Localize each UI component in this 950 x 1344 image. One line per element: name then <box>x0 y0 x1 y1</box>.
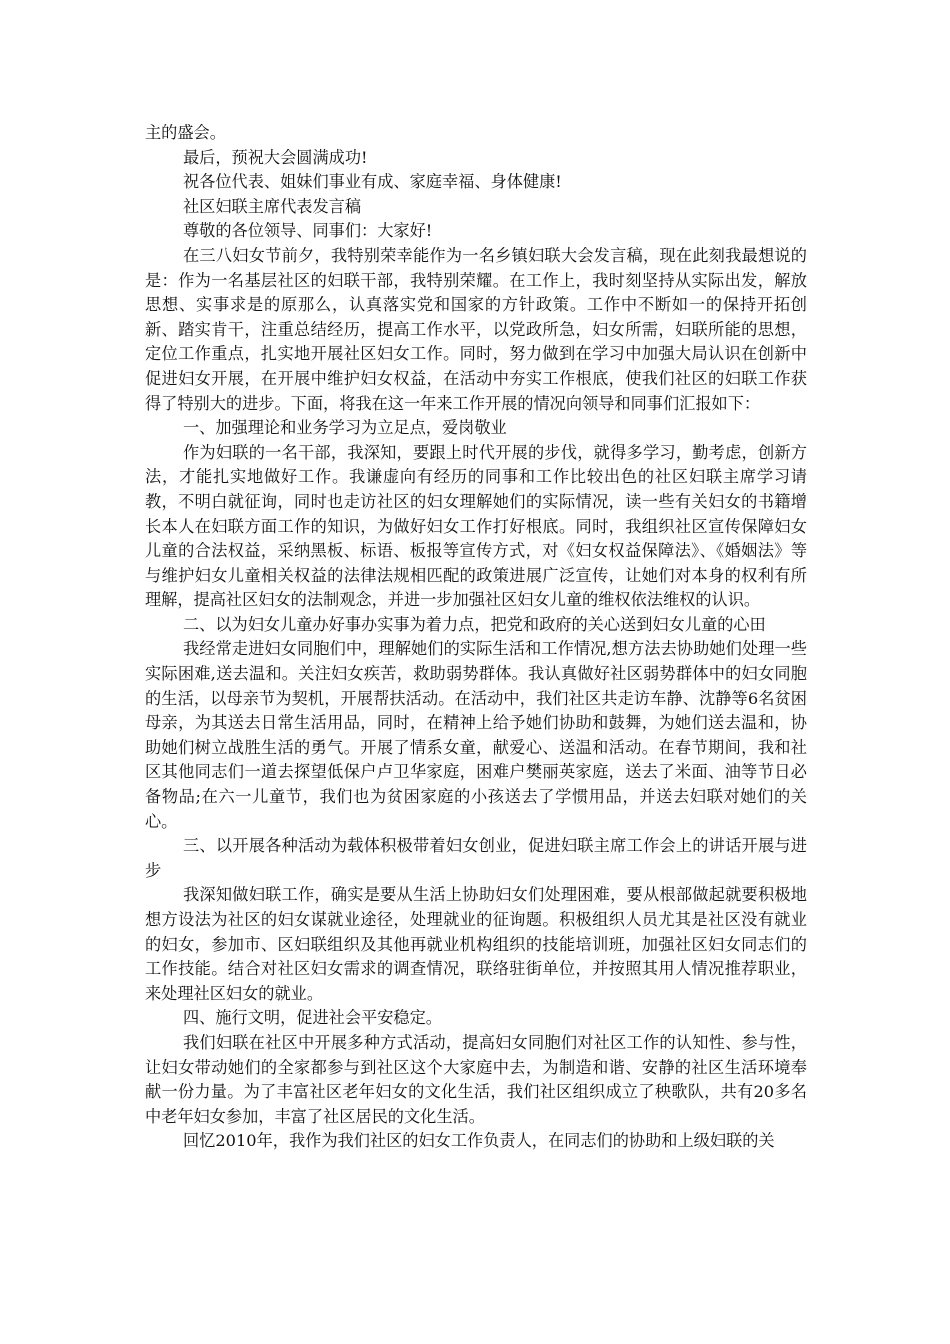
paragraph: 回忆2010年，我作为我们社区的妇女工作负责人，在同志们的协助和上级妇联的关 <box>183 1131 775 1151</box>
paragraph: 我深知做妇联工作，确实是要从生活上协助妇女们处理困难，要从根部做起就要积极地想方设法为社区的妇女谋就业途径，处理就业的征询题。积极组织人员尤其是社区没有就业的妇女，参加市、区妇联组织及其他再就业机构组织的技能培训班，加强社区妇女同志们的工作技能。结合对社区妇女需求的调查情况，联络驻街单位，并按照其用人情况推荐职业，来处理社区妇女的就业。 <box>145 885 807 1003</box>
section-heading: 四、施行文明，促进社会平安稳定。 <box>183 1008 442 1028</box>
section-heading: 一、加强理论和业务学习为立足点，爱岗敬业 <box>183 418 507 438</box>
paragraph: 祝各位代表、姐妹们事业有成、家庭幸福、身体健康! <box>183 172 562 192</box>
salutation: 尊敬的各位领导、同事们：大家好! <box>183 221 433 241</box>
section-heading: 三、以开展各种活动为载体积极带着妇女创业，促进妇联主席工作会上的讲话开展与进步 <box>145 836 807 880</box>
document-body <box>145 121 807 1154</box>
section-title: 社区妇联主席代表发言稿 <box>183 196 362 216</box>
paragraph: 主的盛会。 <box>145 123 226 142</box>
section-heading: 二、以为妇女儿童办好事办实事为着力点，把党和政府的关心送到妇女儿童的心田 <box>183 614 766 634</box>
paragraph: 最后，预祝大会圆满成功! <box>183 147 368 167</box>
paragraph: 在三八妇女节前夕，我特别荣幸能作为一名乡镇妇联大会发言稿，现在此刻我最想说的是：作为一名基层社区的妇联干部，我特别荣耀。在工作上，我时刻坚持从实际出发，解放思想、实事求是的原那么，认真落实党和国家的方针政策。工作中不断如一的保持开拓创新、踏实肯干，注重总结经历，提高工作水平，以党政所急，妇女所需，妇联所能的思想，定位工作重点，扎实地开展社区妇女工作。同时，努力做到在学习中加强大局认识在创新中促进妇女开展，在开展中维护妇女权益，在活动中夯实工作根底，使我们社区的妇联工作获得了特别大的进步。下面，将我在这一年来工作开展的情况向领导和同事们汇报如下： <box>145 245 807 413</box>
paragraph: 作为妇联的一名干部，我深知，要跟上时代开展的步伐，就得多学习，勤考虑，创新方法，才能扎实地做好工作。我谦虚向有经历的同事和工作比较出色的社区妇联主席学习请教，不明白就征询，同时也走访社区的妇女理解她们的实际情况，读一些有关妇女的书籍增长本人在妇联方面工作的知识，为做好妇女工作打好根底。同时，我组织社区宣传保障妇女儿童的合法权益，采纳黑板、标语、板报等宣传方式，对《妇女权益保障法》、《婚姻法》等与维护妇女儿童相关权益的法律法规相匹配的政策进展广泛宣传，让她们对本身的权利有所理解，提高社区妇女的法制观念，并进一步加强社区妇女儿童的维权依法维权的认识。 <box>145 442 807 610</box>
paragraph: 我经常走进妇女同胞们中，理解她们的实际生活和工作情况,想方法去协助她们处理一些实际困难,送去温和。关注妇女疾苦，救助弱势群体。我认真做好社区弱势群体中的妇女同胞的生活，以母亲节为契机，开展帮扶活动。在活动中，我们社区共走访车静、沈静等6名贫困母亲，为其送去日常生活用品，同时，在精神上给予她们协助和鼓舞，为她们送去温和，协助她们树立战胜生活的勇气。开展了情系女童，献爱心、送温和活动。在春节期间，我和社区其他同志们一道去探望低保户卢卫华家庭，困难户樊丽英家庭，送去了米面、油等节日必备物品;在六一儿童节，我们也为贫困家庭的小孩送去了学惯用品，并送去妇联对她们的关心。 <box>145 639 807 831</box>
paragraph: 我们妇联在社区中开展多种方式活动，提高妇女同胞们对社区工作的认知性、参与性，让妇女带动她们的全家都参与到社区这个大家庭中去，为制造和谐、安静的社区生活环境奉献一份力量。为了丰富社区老年妇女的文化生活，我们社区组织成立了秧歌队，共有20多名中老年妇女参加，丰富了社区居民的文化生活。 <box>145 1032 807 1126</box>
